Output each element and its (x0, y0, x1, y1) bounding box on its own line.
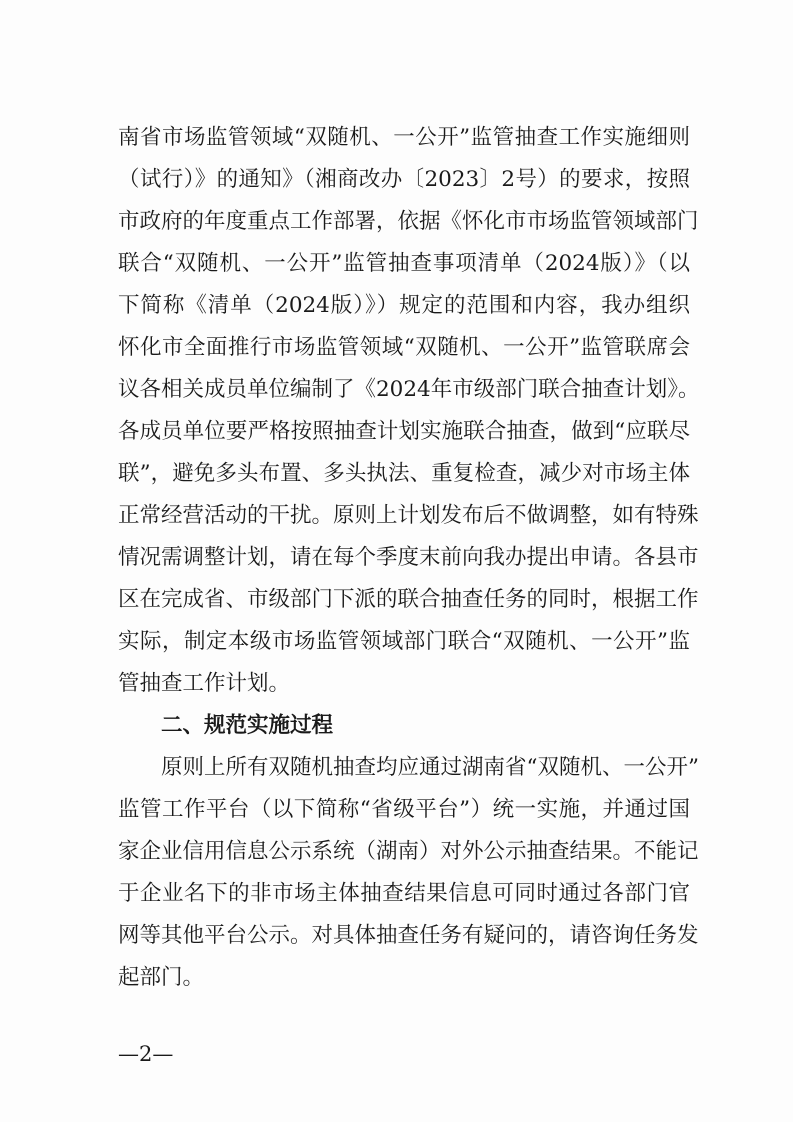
paragraph-line: 监管工作平台（以下简称“省级平台”）统一实施，并通过国 (118, 797, 690, 822)
paragraph-line: （试行）》的通知》（湘商改办〔2023〕2号）的要求，按照 (118, 167, 690, 192)
paragraph-line: 原则上所有双随机抽查均应通过湖南省“双随机、一公开” (161, 755, 699, 780)
paragraph-line: 网等其他平台公示。对具体抽查任务有疑问的，请咨询任务发 (118, 923, 699, 948)
page-number: —2— (118, 1042, 174, 1066)
paragraph-line: 怀化市全面推行市场监管领域“双随机、一公开”监管联席会 (118, 335, 690, 360)
paragraph-line: 实际，制定本级市场监管领域部门联合“双随机、一公开”监 (118, 629, 690, 654)
paragraph-line: 起部门。 (118, 965, 205, 990)
document-body (118, 117, 700, 999)
section-heading: 二、规范实施过程 (161, 713, 334, 738)
paragraph-line: 议各相关成员单位编制了《2024年市级部门联合抽查计划》。 (118, 377, 700, 402)
paragraph-line: 正常经营活动的干扰。原则上计划发布后不做调整，如有特殊 (118, 503, 699, 528)
paragraph-line: 管抽查工作计划。 (118, 671, 291, 696)
paragraph-line: 市政府的年度重点工作部署，依据《怀化市市场监管领域部门 (118, 209, 699, 234)
paragraph-line: 下简称《清单（2024版）》）规定的范围和内容，我办组织 (118, 293, 690, 318)
paragraph-line: 家企业信用信息公示系统（湖南）对外公示抽查结果。不能记 (118, 839, 699, 864)
paragraph-line: 情况需调整计划，请在每个季度末前向我办提出申请。各县市 (118, 545, 699, 570)
paragraph-line: 联合“双随机、一公开”监管抽查事项清单（2024版）》（以 (118, 251, 690, 276)
paragraph-line: 联”，避免多头布置、多头执法、重复检查，减少对市场主体 (118, 461, 690, 486)
paragraph-line: 南省市场监管领域“双随机、一公开”监管抽查工作实施细则 (118, 125, 690, 150)
paragraph-line: 各成员单位要严格按照抽查计划实施联合抽查，做到“应联尽 (118, 419, 690, 444)
paragraph-line: 于企业名下的非市场主体抽查结果信息可同时通过各部门官 (118, 881, 690, 906)
paragraph-line: 区在完成省、市级部门下派的联合抽查任务的同时，根据工作 (118, 587, 699, 612)
